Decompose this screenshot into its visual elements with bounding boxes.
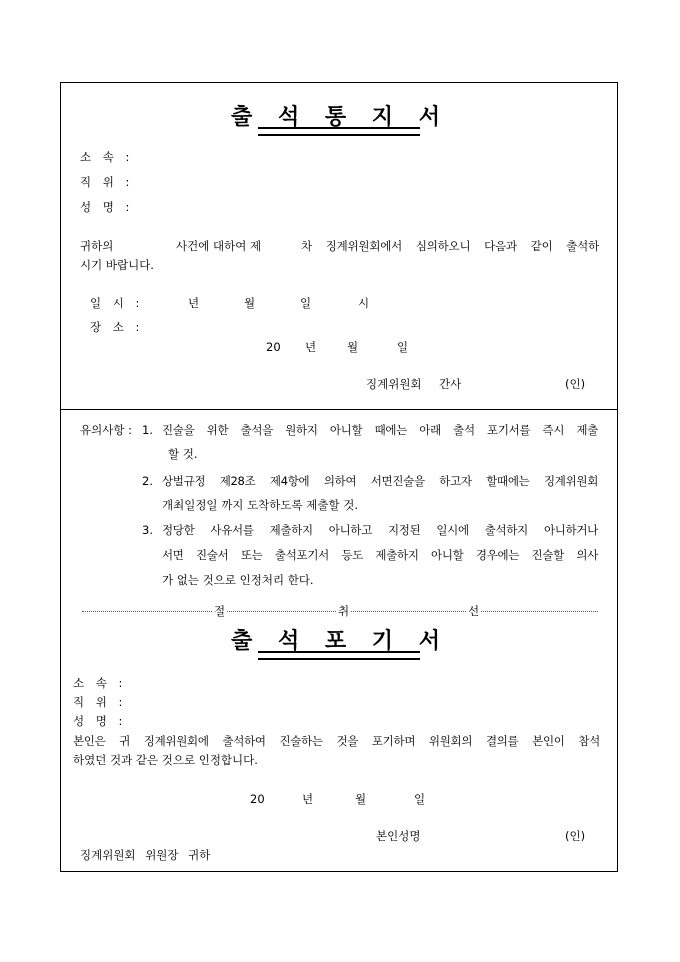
notice-title: 출 석 통 지 서 [231,104,449,130]
waiver-date-month: 월 [355,792,367,806]
cut-line [82,604,598,618]
waiver-field-name: 성 명 : [73,714,123,728]
waiver-body-line1: 본인은 귀 징계위원회에 출석하여 진술하는 것을 포기하며 위원회의 결의를 본인이 참석 [73,734,600,748]
field-position: 직 위 : [80,175,130,189]
signer-org: 징계위원회 [366,377,422,391]
datetime-label: 일 시 : [90,296,140,310]
cut-line-char-3: 선 [468,604,480,618]
waiver-date-year: 년 [302,792,314,806]
signer-seal: (인) [565,377,586,391]
waiver-seal: (인) [565,829,586,843]
notice-body-line2: 시기 바랍니다. [80,258,154,272]
cut-line-char-2: 취 [338,604,350,618]
datetime-day: 일 [300,296,312,310]
section-divider [60,409,618,410]
datetime-hour: 시 [358,296,370,310]
waiver-addressee: 징계위원회 위원장 귀하 [80,848,211,862]
notice-date-day: 일 [397,340,409,354]
note-2-text-cont: 개최일정일 까지 도착하도록 제출할 것. [162,498,359,512]
waiver-signer-label: 본인성명 [376,829,421,843]
cut-line-char-1: 절 [214,604,226,618]
note-2-number: 2. [142,474,153,488]
field-name: 성 명 : [80,200,130,214]
field-affiliation: 소 속 : [80,150,130,164]
note-3-text: 정당한 사유서를 제출하지 아니하고 지정된 일시에 출석하지 아니하거나 [162,523,598,537]
waiver-field-position: 직 위 : [73,695,123,709]
waiver-body-line2: 하였던 것과 같은 것으로 인정합니다. [73,753,258,767]
datetime-month: 월 [244,296,256,310]
note-3-text-cont: 서면 진술서 또는 출석포기서 등도 제출하지 아니할 경우에는 진술할 의사 [162,548,598,562]
notice-date-month: 월 [347,340,359,354]
waiver-title-underline [258,651,420,660]
notice-date-year: 년 [305,340,317,354]
notice-date-prefix: 20 [266,340,281,354]
waiver-date-day: 일 [414,792,426,806]
note-1-text-cont: 할 것. [168,447,198,461]
datetime-year: 년 [188,296,200,310]
notice-body-lead: 귀하의 [80,239,114,253]
place-label: 장 소 : [90,320,140,334]
signer-role: 간사 [439,377,462,391]
note-1-text: 진술을 위한 출석을 원하지 아니할 때에는 아래 출석 포기서를 즉시 제출 [162,423,598,437]
note-3-text-end: 가 없는 것으로 인정처리 한다. [162,573,314,587]
note-3-number: 3. [142,523,153,537]
waiver-field-affiliation: 소 속 : [73,676,123,690]
notice-body-case: 사건에 대하여 제 [176,239,262,253]
note-1-number: 1. [142,423,153,437]
waiver-title: 출 석 포 기 서 [231,628,449,654]
notice-body-session: 차 징계위원회에서 심의하오니 다음과 같이 출석하 [301,239,599,253]
waiver-date-prefix: 20 [250,792,265,806]
note-2-text: 상벌규정 제28조 제4항에 의하여 서면진술을 하고자 할때에는 징계위원회 [162,474,598,488]
notice-title-underline [258,127,420,136]
notes-label: 유의사항 : [80,423,132,437]
